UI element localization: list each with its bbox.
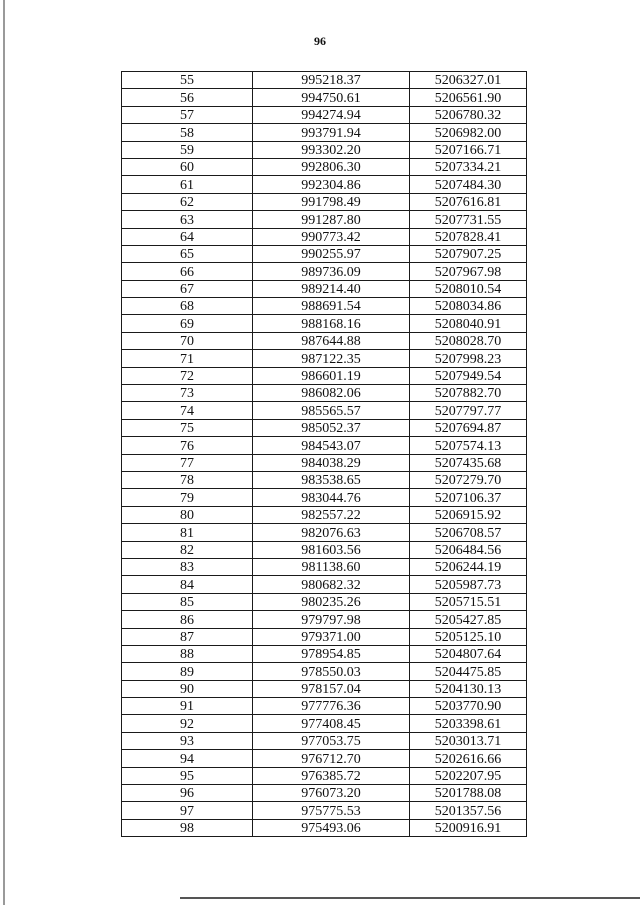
table-row — [122, 228, 527, 245]
point-number-cell: 97 — [122, 802, 253, 819]
y-coordinate-cell: 5208040.91 — [410, 315, 527, 332]
x-coordinate-cell: 990255.97 — [253, 245, 410, 262]
x-coordinate-cell: 977776.36 — [253, 698, 410, 715]
x-coordinate-cell: 980682.32 — [253, 576, 410, 593]
table-row — [122, 819, 527, 836]
x-coordinate-cell: 991798.49 — [253, 193, 410, 210]
x-coordinate-cell: 981603.56 — [253, 541, 410, 558]
y-coordinate-cell: 5206780.32 — [410, 106, 527, 123]
table-row — [122, 732, 527, 749]
scan-bottom-line — [180, 897, 640, 899]
x-coordinate-cell: 992304.86 — [253, 176, 410, 193]
y-coordinate-cell: 5207574.13 — [410, 437, 527, 454]
table-row — [122, 558, 527, 575]
coordinates-table — [121, 71, 527, 837]
table-row — [122, 106, 527, 123]
y-coordinate-cell: 5206244.19 — [410, 558, 527, 575]
x-coordinate-cell: 992806.30 — [253, 158, 410, 175]
table-row — [122, 802, 527, 819]
table-row — [122, 193, 527, 210]
table-row — [122, 176, 527, 193]
point-number-cell: 95 — [122, 767, 253, 784]
table-row — [122, 680, 527, 697]
x-coordinate-cell: 988168.16 — [253, 315, 410, 332]
point-number-cell: 87 — [122, 628, 253, 645]
point-number-cell: 59 — [122, 141, 253, 158]
point-number-cell: 83 — [122, 558, 253, 575]
table-row — [122, 72, 527, 89]
y-coordinate-cell: 5202616.66 — [410, 750, 527, 767]
y-coordinate-cell: 5206327.01 — [410, 72, 527, 89]
x-coordinate-cell: 985052.37 — [253, 419, 410, 436]
table-row — [122, 454, 527, 471]
table-row — [122, 124, 527, 141]
table-row — [122, 750, 527, 767]
x-coordinate-cell: 979371.00 — [253, 628, 410, 645]
x-coordinate-cell: 993302.20 — [253, 141, 410, 158]
x-coordinate-cell: 994274.94 — [253, 106, 410, 123]
table-row — [122, 767, 527, 784]
point-number-cell: 82 — [122, 541, 253, 558]
x-coordinate-cell: 995218.37 — [253, 72, 410, 89]
point-number-cell: 91 — [122, 698, 253, 715]
y-coordinate-cell: 5206484.56 — [410, 541, 527, 558]
point-number-cell: 72 — [122, 367, 253, 384]
table-row — [122, 471, 527, 488]
point-number-cell: 84 — [122, 576, 253, 593]
point-number-cell: 55 — [122, 72, 253, 89]
x-coordinate-cell: 988691.54 — [253, 298, 410, 315]
point-number-cell: 71 — [122, 350, 253, 367]
x-coordinate-cell: 977408.45 — [253, 715, 410, 732]
y-coordinate-cell: 5207998.23 — [410, 350, 527, 367]
point-number-cell: 76 — [122, 437, 253, 454]
table-row — [122, 524, 527, 541]
x-coordinate-cell: 976712.70 — [253, 750, 410, 767]
y-coordinate-cell: 5204130.13 — [410, 680, 527, 697]
y-coordinate-cell: 5207731.55 — [410, 211, 527, 228]
x-coordinate-cell: 987122.35 — [253, 350, 410, 367]
point-number-cell: 61 — [122, 176, 253, 193]
x-coordinate-cell: 978954.85 — [253, 645, 410, 662]
x-coordinate-cell: 982076.63 — [253, 524, 410, 541]
x-coordinate-cell: 993791.94 — [253, 124, 410, 141]
table-row — [122, 785, 527, 802]
x-coordinate-cell: 986601.19 — [253, 367, 410, 384]
y-coordinate-cell: 5205427.85 — [410, 611, 527, 628]
point-number-cell: 58 — [122, 124, 253, 141]
y-coordinate-cell: 5207435.68 — [410, 454, 527, 471]
table-row — [122, 611, 527, 628]
x-coordinate-cell: 980235.26 — [253, 593, 410, 610]
table-row — [122, 541, 527, 558]
point-number-cell: 78 — [122, 471, 253, 488]
point-number-cell: 94 — [122, 750, 253, 767]
x-coordinate-cell: 989736.09 — [253, 263, 410, 280]
y-coordinate-cell: 5206915.92 — [410, 506, 527, 523]
point-number-cell: 56 — [122, 89, 253, 106]
table-row — [122, 576, 527, 593]
point-number-cell: 73 — [122, 385, 253, 402]
y-coordinate-cell: 5204475.85 — [410, 663, 527, 680]
point-number-cell: 77 — [122, 454, 253, 471]
y-coordinate-cell: 5208010.54 — [410, 280, 527, 297]
table-row — [122, 315, 527, 332]
y-coordinate-cell: 5207334.21 — [410, 158, 527, 175]
y-coordinate-cell: 5207949.54 — [410, 367, 527, 384]
x-coordinate-cell: 975493.06 — [253, 819, 410, 836]
point-number-cell: 75 — [122, 419, 253, 436]
table-row — [122, 280, 527, 297]
x-coordinate-cell: 976073.20 — [253, 785, 410, 802]
table-row — [122, 506, 527, 523]
x-coordinate-cell: 981138.60 — [253, 558, 410, 575]
y-coordinate-cell: 5205987.73 — [410, 576, 527, 593]
table-row — [122, 385, 527, 402]
point-number-cell: 70 — [122, 332, 253, 349]
x-coordinate-cell: 979797.98 — [253, 611, 410, 628]
x-coordinate-cell: 987644.88 — [253, 332, 410, 349]
x-coordinate-cell: 983538.65 — [253, 471, 410, 488]
page-number: 96 — [314, 34, 326, 48]
point-number-cell: 65 — [122, 245, 253, 262]
y-coordinate-cell: 5207484.30 — [410, 176, 527, 193]
table-row — [122, 367, 527, 384]
table-row — [122, 298, 527, 315]
table-row — [122, 141, 527, 158]
x-coordinate-cell: 985565.57 — [253, 402, 410, 419]
table-row — [122, 593, 527, 610]
table-row — [122, 489, 527, 506]
table-row — [122, 663, 527, 680]
point-number-cell: 69 — [122, 315, 253, 332]
table-row — [122, 402, 527, 419]
y-coordinate-cell: 5207907.25 — [410, 245, 527, 262]
point-number-cell: 74 — [122, 402, 253, 419]
scan-left-edge — [3, 0, 5, 905]
point-number-cell: 66 — [122, 263, 253, 280]
table-row — [122, 419, 527, 436]
y-coordinate-cell: 5201788.08 — [410, 785, 527, 802]
table-row — [122, 350, 527, 367]
table-row — [122, 628, 527, 645]
point-number-cell: 86 — [122, 611, 253, 628]
point-number-cell: 81 — [122, 524, 253, 541]
y-coordinate-cell: 5206708.57 — [410, 524, 527, 541]
y-coordinate-cell: 5207828.41 — [410, 228, 527, 245]
y-coordinate-cell: 5206561.90 — [410, 89, 527, 106]
y-coordinate-cell: 5207967.98 — [410, 263, 527, 280]
point-number-cell: 88 — [122, 645, 253, 662]
coordinates-table-body — [122, 72, 527, 837]
y-coordinate-cell: 5203013.71 — [410, 732, 527, 749]
point-number-cell: 96 — [122, 785, 253, 802]
y-coordinate-cell: 5204807.64 — [410, 645, 527, 662]
x-coordinate-cell: 982557.22 — [253, 506, 410, 523]
point-number-cell: 80 — [122, 506, 253, 523]
table-row — [122, 211, 527, 228]
x-coordinate-cell: 989214.40 — [253, 280, 410, 297]
y-coordinate-cell: 5207616.81 — [410, 193, 527, 210]
table-row — [122, 332, 527, 349]
x-coordinate-cell: 984543.07 — [253, 437, 410, 454]
y-coordinate-cell: 5205715.51 — [410, 593, 527, 610]
y-coordinate-cell: 5205125.10 — [410, 628, 527, 645]
point-number-cell: 85 — [122, 593, 253, 610]
y-coordinate-cell: 5207106.37 — [410, 489, 527, 506]
point-number-cell: 98 — [122, 819, 253, 836]
y-coordinate-cell: 5207279.70 — [410, 471, 527, 488]
x-coordinate-cell: 991287.80 — [253, 211, 410, 228]
table-row — [122, 158, 527, 175]
y-coordinate-cell: 5207166.71 — [410, 141, 527, 158]
point-number-cell: 63 — [122, 211, 253, 228]
x-coordinate-cell: 994750.61 — [253, 89, 410, 106]
table-row — [122, 698, 527, 715]
x-coordinate-cell: 990773.42 — [253, 228, 410, 245]
y-coordinate-cell: 5203770.90 — [410, 698, 527, 715]
point-number-cell: 62 — [122, 193, 253, 210]
y-coordinate-cell: 5207882.70 — [410, 385, 527, 402]
y-coordinate-cell: 5206982.00 — [410, 124, 527, 141]
point-number-cell: 79 — [122, 489, 253, 506]
y-coordinate-cell: 5201357.56 — [410, 802, 527, 819]
x-coordinate-cell: 978550.03 — [253, 663, 410, 680]
table-row — [122, 437, 527, 454]
point-number-cell: 89 — [122, 663, 253, 680]
y-coordinate-cell: 5203398.61 — [410, 715, 527, 732]
y-coordinate-cell: 5202207.95 — [410, 767, 527, 784]
x-coordinate-cell: 984038.29 — [253, 454, 410, 471]
x-coordinate-cell: 983044.76 — [253, 489, 410, 506]
point-number-cell: 68 — [122, 298, 253, 315]
y-coordinate-cell: 5208034.86 — [410, 298, 527, 315]
point-number-cell: 67 — [122, 280, 253, 297]
point-number-cell: 60 — [122, 158, 253, 175]
table-row — [122, 245, 527, 262]
point-number-cell: 90 — [122, 680, 253, 697]
x-coordinate-cell: 976385.72 — [253, 767, 410, 784]
y-coordinate-cell: 5207694.87 — [410, 419, 527, 436]
point-number-cell: 93 — [122, 732, 253, 749]
x-coordinate-cell: 978157.04 — [253, 680, 410, 697]
y-coordinate-cell: 5207797.77 — [410, 402, 527, 419]
y-coordinate-cell: 5200916.91 — [410, 819, 527, 836]
table-row — [122, 89, 527, 106]
y-coordinate-cell: 5208028.70 — [410, 332, 527, 349]
table-row — [122, 645, 527, 662]
x-coordinate-cell: 977053.75 — [253, 732, 410, 749]
table-row — [122, 715, 527, 732]
point-number-cell: 92 — [122, 715, 253, 732]
point-number-cell: 57 — [122, 106, 253, 123]
table-row — [122, 263, 527, 280]
point-number-cell: 64 — [122, 228, 253, 245]
x-coordinate-cell: 986082.06 — [253, 385, 410, 402]
x-coordinate-cell: 975775.53 — [253, 802, 410, 819]
